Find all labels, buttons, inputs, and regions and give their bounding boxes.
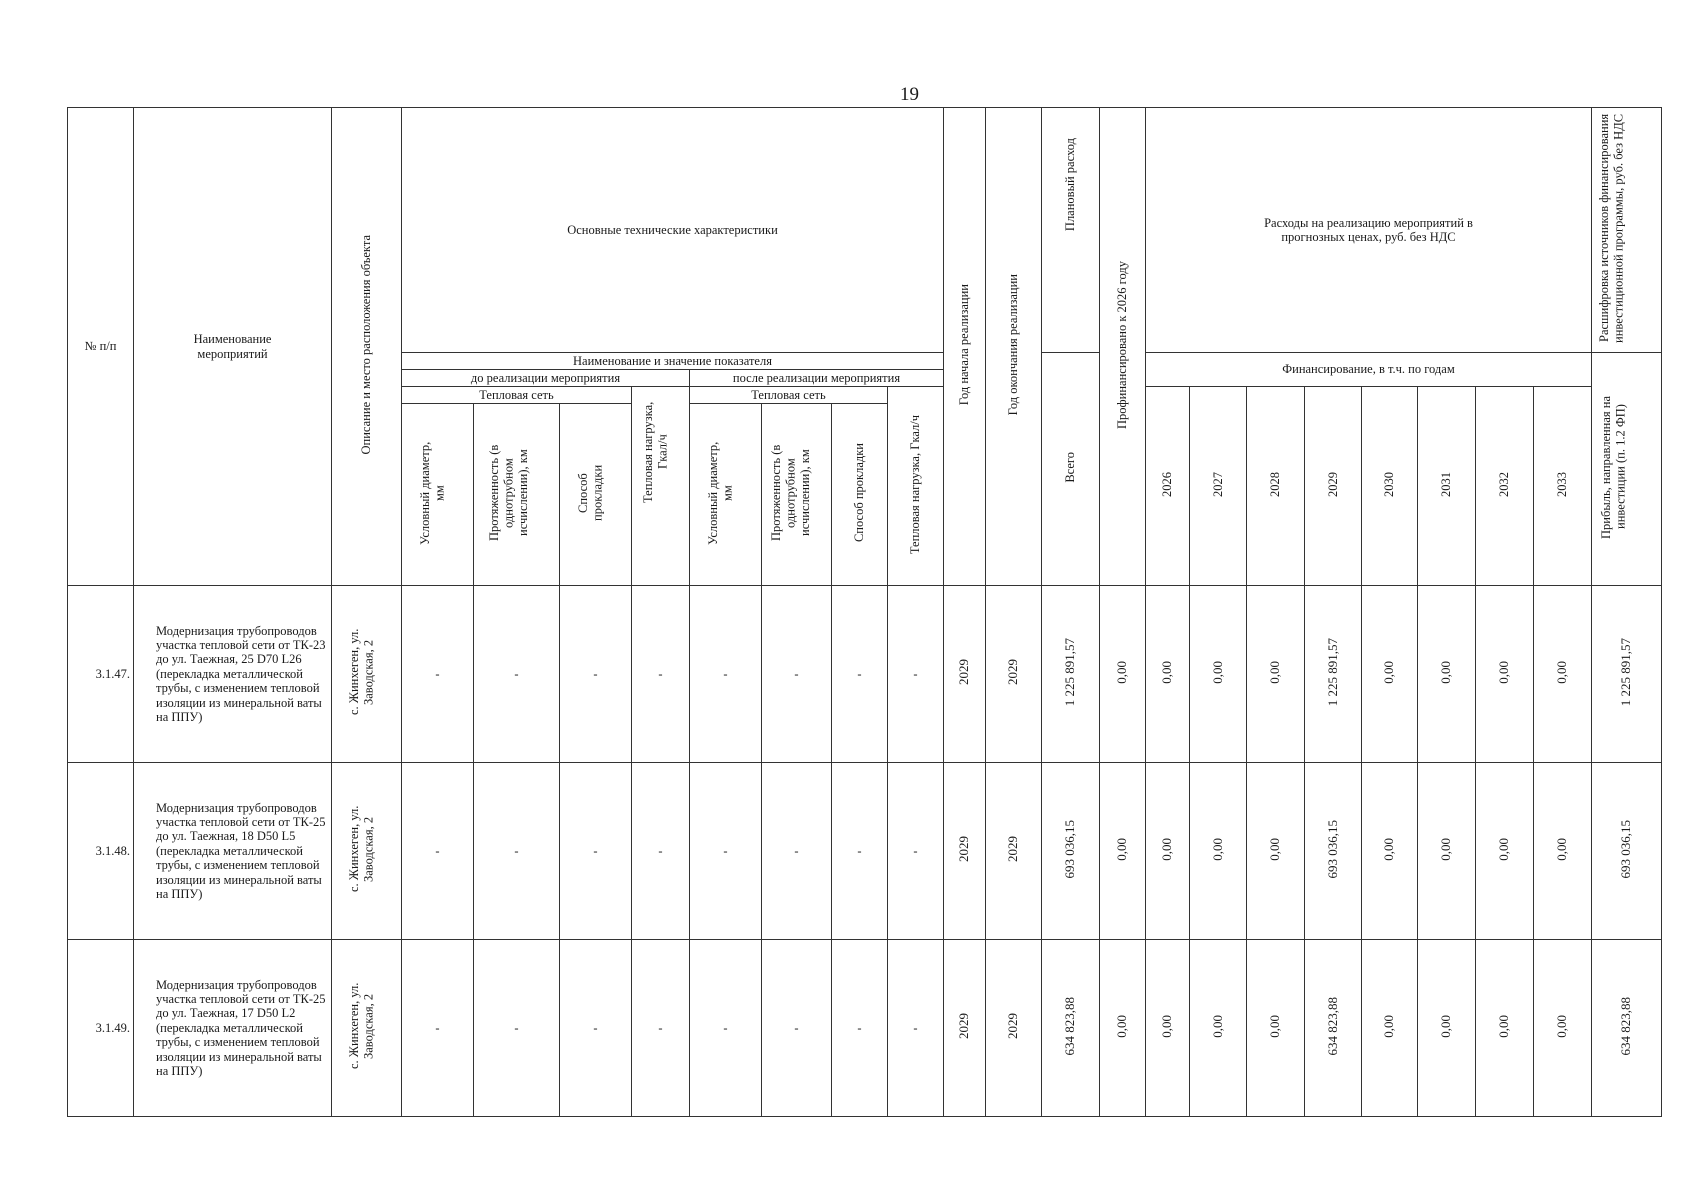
header-planned bbox=[1042, 108, 1100, 353]
header-year-2031-text: 2031 bbox=[1439, 471, 1454, 497]
header-year-2027 bbox=[1190, 387, 1247, 586]
row-year-cell bbox=[1190, 763, 1247, 940]
header-location-text: Описание и место расположения объекта bbox=[359, 235, 374, 455]
row-name: Модернизация трубопроводов участка тепловой сети от ТК-25 до ул. Таежная, 18 D50 L5 (перекладка металлической трубы, с изменением тепловой изоляции из минеральной ваты на ППУ) bbox=[134, 763, 332, 940]
row-profit bbox=[1592, 586, 1662, 763]
header-method-before bbox=[560, 404, 632, 586]
row-start-year bbox=[944, 763, 986, 940]
page-number: 19 bbox=[900, 84, 919, 105]
row-cell: - bbox=[888, 586, 944, 763]
row-cell: - bbox=[888, 940, 944, 1117]
header-indicator: Наименование и значение показателя bbox=[402, 353, 944, 370]
header-year-2030-text: 2030 bbox=[1382, 471, 1397, 497]
header-year-2029 bbox=[1305, 387, 1362, 586]
row-year-cell bbox=[1305, 586, 1362, 763]
row-year-text: 0,00 bbox=[1496, 837, 1512, 861]
table-row bbox=[68, 586, 1662, 763]
row-end-year-text: 2029 bbox=[1005, 659, 1021, 686]
row-year-text: 0,00 bbox=[1438, 837, 1454, 861]
row-year-text: 0,00 bbox=[1381, 660, 1397, 684]
row-year-cell bbox=[1476, 586, 1534, 763]
header-length-after-text: Протяженность (в однотрубном исчислении), км bbox=[768, 444, 812, 541]
header-total-text: Всего bbox=[1063, 451, 1078, 483]
header-prefinanced bbox=[1100, 108, 1146, 586]
header-length-before bbox=[474, 404, 560, 586]
row-cell: - bbox=[690, 586, 762, 763]
row-location-text: с. Жинхеген, ул. Заводская, 2 bbox=[346, 629, 375, 716]
row-year-text: 0,00 bbox=[1554, 837, 1570, 861]
header-tech: Основные технические характеристики bbox=[402, 108, 944, 353]
header-year-2033 bbox=[1534, 387, 1592, 586]
row-year-cell bbox=[1146, 586, 1190, 763]
row-prefinanced bbox=[1100, 940, 1146, 1117]
row-cell: - bbox=[474, 763, 560, 940]
row-year-cell bbox=[1476, 763, 1534, 940]
header-year-2030 bbox=[1362, 387, 1418, 586]
row-end-year bbox=[986, 763, 1042, 940]
row-year-cell bbox=[1362, 940, 1418, 1117]
row-year-text: 0,00 bbox=[1159, 837, 1175, 861]
header-method-before-text: Способ прокладки bbox=[575, 464, 604, 521]
row-cell: - bbox=[402, 586, 474, 763]
row-cell: - bbox=[832, 586, 888, 763]
header-profit-text: Прибыль, направленная на инвестиции (п. 1.2 ФП) bbox=[1598, 395, 1627, 539]
row-cell: - bbox=[762, 940, 832, 1117]
header-method-after-text: Способ прокладки bbox=[852, 443, 867, 543]
header-load-before bbox=[632, 387, 690, 586]
row-cell: - bbox=[560, 763, 632, 940]
row-year-text: 0,00 bbox=[1209, 660, 1225, 684]
row-year-cell bbox=[1476, 940, 1534, 1117]
row-cell: - bbox=[690, 763, 762, 940]
row-end-year-text: 2029 bbox=[1005, 1013, 1021, 1040]
row-profit-text: 634 823,88 bbox=[1618, 997, 1634, 1056]
row-year-cell bbox=[1418, 586, 1476, 763]
row-total bbox=[1042, 763, 1100, 940]
row-year-text: 0,00 bbox=[1496, 1014, 1512, 1038]
row-cell: - bbox=[762, 763, 832, 940]
row-prefinanced-text: 0,00 bbox=[1114, 837, 1130, 861]
row-cell: - bbox=[560, 586, 632, 763]
header-year-2028 bbox=[1247, 387, 1305, 586]
row-year-cell bbox=[1305, 763, 1362, 940]
header-profit bbox=[1592, 353, 1662, 586]
header-year-2032-text: 2032 bbox=[1497, 471, 1512, 497]
row-year-text: 0,00 bbox=[1159, 1014, 1175, 1038]
header-location bbox=[332, 108, 402, 586]
row-location bbox=[332, 586, 402, 763]
row-location-text: с. Жинхеген, ул. Заводская, 2 bbox=[346, 806, 375, 893]
row-year-cell bbox=[1247, 763, 1305, 940]
row-total-text: 634 823,88 bbox=[1062, 997, 1078, 1056]
row-year-cell bbox=[1418, 940, 1476, 1117]
row-cell: - bbox=[632, 763, 690, 940]
row-profit-text: 1 225 891,57 bbox=[1618, 638, 1634, 707]
row-start-year-text: 2029 bbox=[956, 836, 972, 863]
header-expenses bbox=[1146, 108, 1592, 353]
row-year-cell bbox=[1146, 763, 1190, 940]
row-prefinanced-text: 0,00 bbox=[1114, 1014, 1130, 1038]
row-year-text: 0,00 bbox=[1209, 837, 1225, 861]
header-prefinanced-text: Профинансировано к 2026 году bbox=[1115, 260, 1130, 429]
row-location bbox=[332, 940, 402, 1117]
row-profit bbox=[1592, 763, 1662, 940]
row-year-cell bbox=[1362, 763, 1418, 940]
row-year-text: 1 225 891,57 bbox=[1324, 638, 1340, 707]
row-year-text: 0,00 bbox=[1554, 1014, 1570, 1038]
table-row bbox=[68, 940, 1662, 1117]
row-end-year-text: 2029 bbox=[1005, 836, 1021, 863]
row-start-year bbox=[944, 586, 986, 763]
row-end-year bbox=[986, 586, 1042, 763]
header-name-text: Наименование мероприятий bbox=[193, 332, 272, 361]
table-row bbox=[68, 763, 1662, 940]
header-length-before-text: Протяженность (в однотрубном исчислении), км bbox=[486, 444, 530, 541]
row-start-year bbox=[944, 940, 986, 1117]
row-year-cell bbox=[1247, 586, 1305, 763]
row-start-year-text: 2029 bbox=[956, 1013, 972, 1040]
header-financing: Финансирование, в т.ч. по годам bbox=[1146, 353, 1592, 387]
row-end-year bbox=[986, 940, 1042, 1117]
row-year-text: 693 036,15 bbox=[1324, 820, 1340, 879]
row-year-text: 0,00 bbox=[1159, 660, 1175, 684]
header-end-year bbox=[986, 108, 1042, 586]
row-num: 3.1.48. bbox=[68, 763, 134, 940]
row-profit bbox=[1592, 940, 1662, 1117]
row-num: 3.1.49. bbox=[68, 940, 134, 1117]
row-cell: - bbox=[888, 763, 944, 940]
row-year-cell bbox=[1190, 940, 1247, 1117]
header-start-year bbox=[944, 108, 986, 586]
row-location-text: с. Жинхеген, ул. Заводская, 2 bbox=[346, 983, 375, 1070]
row-year-text: 0,00 bbox=[1554, 660, 1570, 684]
row-year-cell bbox=[1362, 586, 1418, 763]
row-year-cell bbox=[1534, 940, 1592, 1117]
row-prefinanced-text: 0,00 bbox=[1114, 660, 1130, 684]
header-network-after: Тепловая сеть bbox=[690, 387, 888, 404]
header-sources bbox=[1592, 108, 1662, 353]
row-cell: - bbox=[560, 940, 632, 1117]
row-year-text: 0,00 bbox=[1381, 837, 1397, 861]
row-year-text: 634 823,88 bbox=[1324, 997, 1340, 1056]
header-year-2026-text: 2026 bbox=[1160, 471, 1175, 497]
row-year-cell bbox=[1534, 586, 1592, 763]
header-expenses-text: Расходы на реализацию мероприятий в прогнозных ценах, руб. без НДС bbox=[1264, 215, 1473, 244]
row-year-cell bbox=[1534, 763, 1592, 940]
header-diameter-before-text: Условный диаметр, мм bbox=[417, 441, 446, 545]
row-cell: - bbox=[632, 940, 690, 1117]
header-num: № п/п bbox=[68, 108, 134, 586]
row-year-cell bbox=[1146, 940, 1190, 1117]
header-planned-text: Плановый расход bbox=[1063, 138, 1078, 232]
header-before: до реализации мероприятия bbox=[402, 370, 690, 387]
row-cell: - bbox=[632, 586, 690, 763]
row-total bbox=[1042, 586, 1100, 763]
header-load-before-text: Тепловая нагрузка, Гкал/ч bbox=[640, 401, 669, 503]
row-year-text: 0,00 bbox=[1267, 1014, 1283, 1038]
row-year-text: 0,00 bbox=[1438, 1014, 1454, 1038]
row-year-text: 0,00 bbox=[1496, 660, 1512, 684]
row-year-cell bbox=[1190, 586, 1247, 763]
header-sources-text: Расшифровка источников финансирования инвестиционной программы, руб. без НДС bbox=[1596, 113, 1625, 343]
row-cell: - bbox=[474, 940, 560, 1117]
row-name: Модернизация трубопроводов участка тепловой сети от ТК-23 до ул. Таежная, 25 D70 L26 (перекладка металлической трубы, с изменением тепловой изоляции из минеральной ваты на ППУ) bbox=[134, 586, 332, 763]
row-cell: - bbox=[474, 586, 560, 763]
row-prefinanced bbox=[1100, 586, 1146, 763]
row-cell: - bbox=[762, 586, 832, 763]
row-year-cell bbox=[1418, 763, 1476, 940]
header-diameter-after bbox=[690, 404, 762, 586]
header-load-after bbox=[888, 387, 944, 586]
row-year-text: 0,00 bbox=[1209, 1014, 1225, 1038]
row-year-text: 0,00 bbox=[1267, 660, 1283, 684]
header-end-year-text: Год окончания реализации bbox=[1006, 274, 1021, 416]
row-cell: - bbox=[402, 940, 474, 1117]
row-prefinanced bbox=[1100, 763, 1146, 940]
header-year-2032 bbox=[1476, 387, 1534, 586]
header-diameter-before bbox=[402, 404, 474, 586]
header-name bbox=[134, 108, 332, 586]
row-start-year-text: 2029 bbox=[956, 659, 972, 686]
row-name: Модернизация трубопроводов участка тепловой сети от ТК-25 до ул. Таежная, 17 D50 L2 (перекладка металлической трубы, с изменением тепловой изоляции из минеральной ваты на ППУ) bbox=[134, 940, 332, 1117]
row-num: 3.1.47. bbox=[68, 586, 134, 763]
header-year-2026 bbox=[1146, 387, 1190, 586]
header-year-2028-text: 2028 bbox=[1268, 471, 1283, 497]
header-length-after bbox=[762, 404, 832, 586]
row-year-cell bbox=[1305, 940, 1362, 1117]
row-cell: - bbox=[402, 763, 474, 940]
header-year-2033-text: 2033 bbox=[1555, 471, 1570, 497]
row-cell: - bbox=[832, 940, 888, 1117]
row-cell: - bbox=[832, 763, 888, 940]
header-network-before: Тепловая сеть bbox=[402, 387, 632, 404]
header-after: после реализации мероприятия bbox=[690, 370, 944, 387]
row-location bbox=[332, 763, 402, 940]
header-start-year-text: Год начала реализации bbox=[957, 284, 972, 406]
row-cell: - bbox=[690, 940, 762, 1117]
row-year-text: 0,00 bbox=[1381, 1014, 1397, 1038]
header-load-after-text: Тепловая нагрузка, Гкал/ч bbox=[908, 414, 923, 554]
row-total bbox=[1042, 940, 1100, 1117]
row-total-text: 1 225 891,57 bbox=[1062, 638, 1078, 707]
row-year-text: 0,00 bbox=[1438, 660, 1454, 684]
header-year-2027-text: 2027 bbox=[1210, 471, 1225, 497]
header-diameter-after-text: Условный диаметр, мм bbox=[705, 441, 734, 545]
row-total-text: 693 036,15 bbox=[1062, 820, 1078, 879]
header-year-2031 bbox=[1418, 387, 1476, 586]
row-year-cell bbox=[1247, 940, 1305, 1117]
header-total bbox=[1042, 353, 1100, 586]
investment-table bbox=[67, 107, 1662, 1117]
header-year-2029-text: 2029 bbox=[1325, 471, 1340, 497]
header-method-after bbox=[832, 404, 888, 586]
row-profit-text: 693 036,15 bbox=[1618, 820, 1634, 879]
row-year-text: 0,00 bbox=[1267, 837, 1283, 861]
